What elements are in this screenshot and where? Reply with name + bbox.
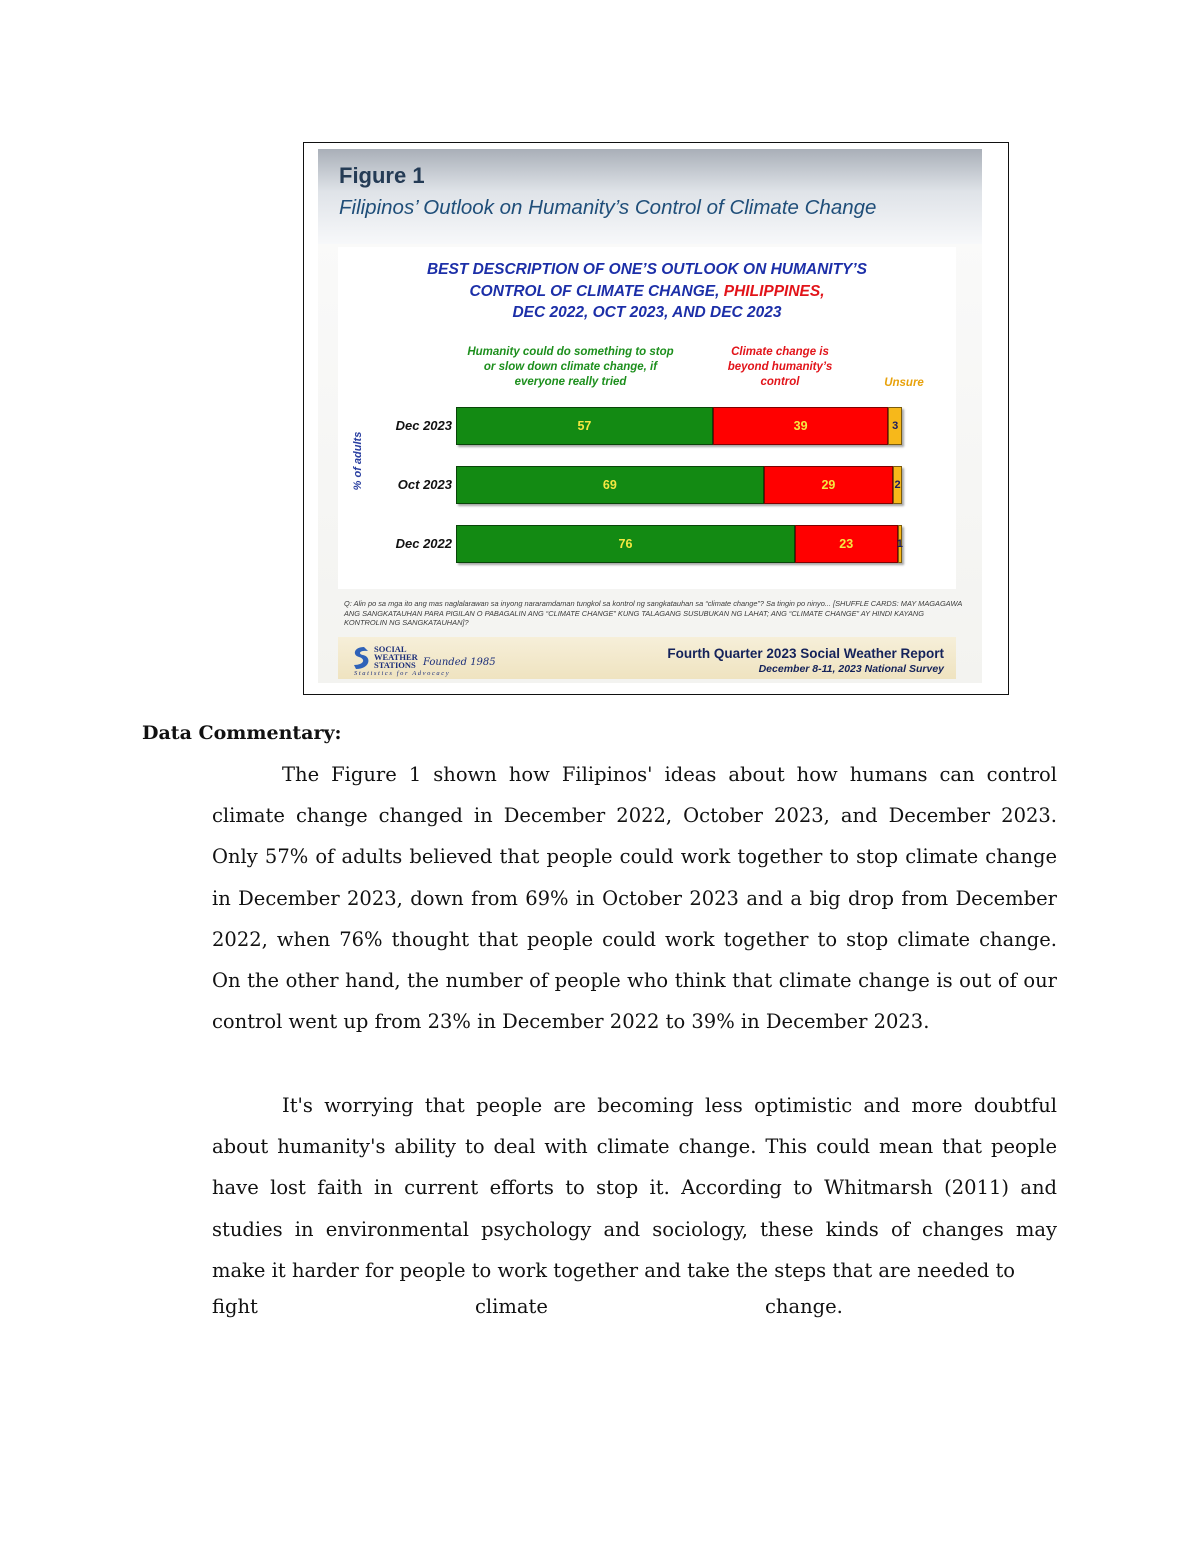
figure-frame — [303, 142, 1009, 695]
commentary-paragraph-1 — [212, 754, 1057, 1042]
row-label-0: Dec 2023 — [395, 418, 452, 433]
bar-row-2 — [456, 525, 902, 563]
footer-report-title: Fourth Quarter 2023 Social Weather Report — [667, 646, 944, 661]
row-label-2: Dec 2022 — [395, 536, 452, 551]
chart-title-line-2 — [338, 281, 956, 303]
bar-segment-2-0: 76 — [456, 525, 795, 563]
survey-question: Q: Alin po sa mga ito ang mas naglalarawan sa inyong nararamdaman tungkol sa kontrol ng sangkatauhan sa “climate change”? Sa tingin po ninyo... [SHUFFLE CARDS: MAY MAGAGAWA ANG SANGKATAUHAN PARA PIGILAN O PABAGALIN ANG “CLIMATE CHANGE” KUNG TALAGANG SUSUBUKAN NG LAHAT; ANG “CLIMATE CHANGE” AY HINDI KAYANG KONTROLIN NG SANGKATAUHAN]? — [344, 599, 962, 627]
sws-swirl-icon — [354, 647, 368, 669]
bar-segment-0-2: 3 — [888, 407, 902, 445]
chart-panel — [338, 247, 956, 589]
logo-tagline: Statistics for Advocacy — [354, 670, 451, 677]
chart-title-line-1: BEST DESCRIPTION OF ONE’S OUTLOOK ON HUMANITY’S — [426, 261, 868, 278]
commentary-paragraph-2 — [212, 1085, 1057, 1291]
slide-footer — [338, 637, 956, 679]
figure-slide — [318, 149, 982, 683]
figure-label: Figure 1 — [339, 163, 425, 188]
footer-survey-dates: December 8-11, 2023 National Survey — [758, 663, 944, 675]
figure-title: Filipinos’ Outlook on Humanity’s Control of Climate Change — [339, 196, 877, 219]
commentary-last-word-1: fight — [212, 1295, 258, 1318]
commentary-last-word-3: change. — [765, 1295, 843, 1318]
bar-segment-1-0: 69 — [456, 466, 764, 504]
commentary-heading: Data Commentary: — [142, 722, 342, 744]
bar-segment-1-2: 2 — [893, 466, 902, 504]
logo-line-1: SOCIAL — [374, 644, 407, 654]
row-label-1: Oct 2023 — [397, 477, 452, 492]
logo-founded: Founded 1985 — [423, 657, 496, 668]
bar-segment-2-1: 23 — [795, 525, 898, 563]
chart-title-country: PHILIPPINES, — [723, 282, 825, 300]
chart-title-line-2a: CONTROL OF CLIMATE CHANGE, — [469, 282, 724, 300]
commentary-paragraph-2-text: It's worrying that people are becoming less optimistic and more doubtful about humanity's ability to deal with climate change. This could mean that people have lost faith in current efforts to stop it. According to Whitmarsh (2011) and studies in environmental psychology and sociology, these kinds of changes may make it harder for people to work together and take the steps that are needed to — [212, 1094, 1057, 1282]
legend-humanity-can: Humanity could do something to stop or slow down climate change, if everyone really tried — [467, 346, 674, 388]
chart-title-line-3: DEC 2022, OCT 2023, AND DEC 2023 — [512, 304, 782, 321]
y-axis-label: % of adults — [352, 431, 364, 491]
slide-header — [318, 149, 982, 244]
commentary-last-word-2: climate — [475, 1295, 548, 1318]
bar-row-1 — [456, 466, 902, 504]
bar-segment-0-0: 57 — [456, 407, 713, 445]
bar-segment-2-2: 1 — [898, 525, 902, 563]
commentary-paragraph-1-text: The Figure 1 shown how Filipinos' ideas about how humans can control climate change changed in December 2022, October 2023, and December 2023. Only 57% of adults believed that people could work together to stop climate change in December 2023, down from 69% in October 2023 and a big drop from December 2022, when 76% thought that people could work together to stop climate change. On the other hand, the number of people who think that climate change is out of our control went up from 23% in December 2022 to 39% in December 2023. — [212, 763, 1057, 1034]
bar-segment-0-1: 39 — [713, 407, 889, 445]
bar-row-0 — [456, 407, 902, 445]
logo-line-2: WEATHER — [374, 652, 418, 662]
legend-unsure: Unsure — [884, 377, 924, 389]
chart-title — [338, 259, 956, 324]
sws-logo — [350, 643, 510, 677]
logo-line-3: STATIONS — [374, 660, 416, 670]
bar-segment-1-1: 29 — [764, 466, 893, 504]
legend-beyond-control: Climate change is beyond humanity’s control — [727, 346, 833, 388]
